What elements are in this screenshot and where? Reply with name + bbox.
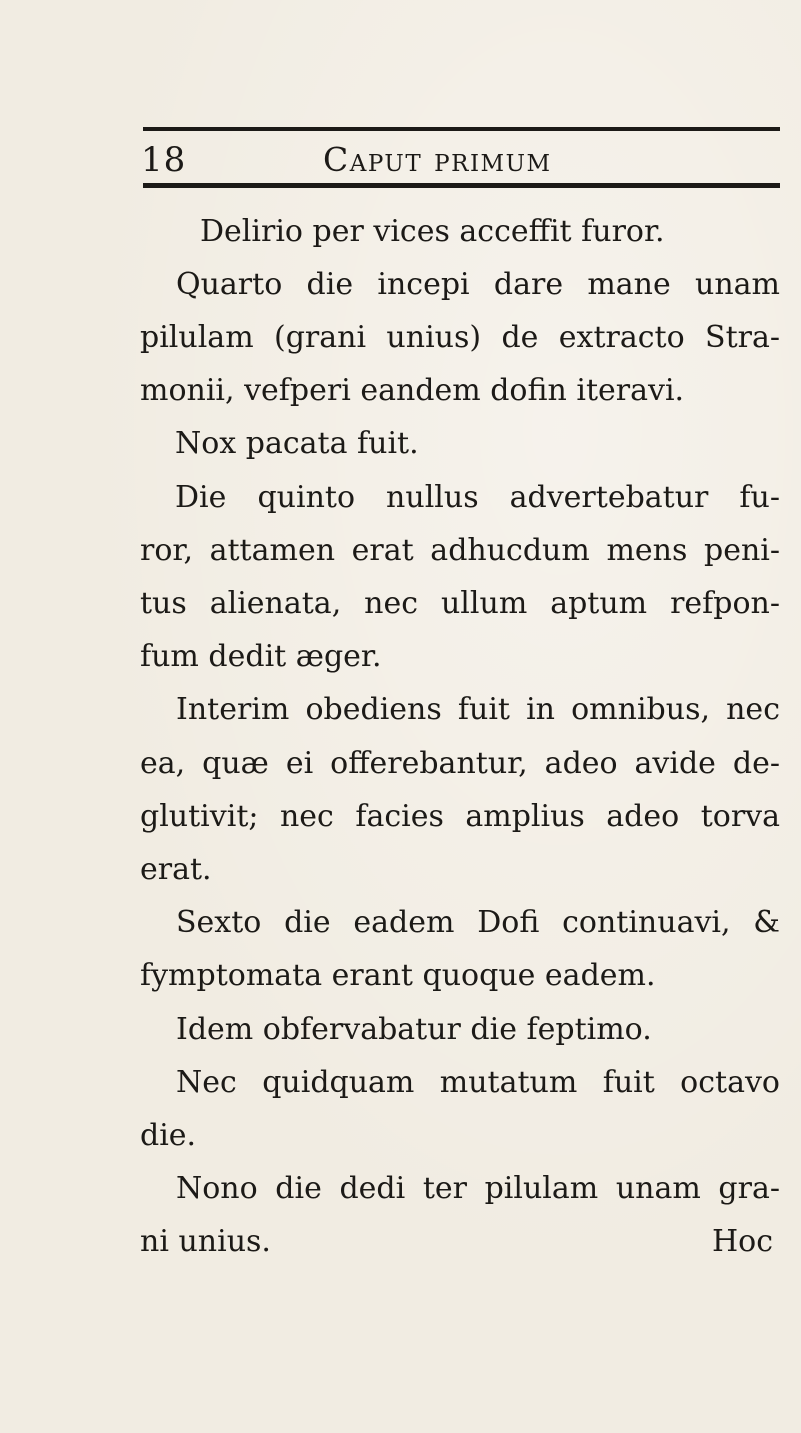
text-line: fum dedit æger. <box>140 639 382 674</box>
header-rule-bottom <box>143 183 780 188</box>
text-line: ea, quæ ei offerebantur, adeo avide de- <box>140 746 780 781</box>
text-line: Die quinto nullus advertebatur fu- <box>175 480 780 515</box>
catchword: Hoc <box>712 1224 774 1259</box>
text-line: glutivit; nec facies amplius adeo torva <box>140 799 780 834</box>
text-line: Sexto die eadem Dofi continuavi, & <box>176 905 780 940</box>
text-line: Interim obediens fuit in omnibus, nec <box>176 692 780 727</box>
text-line: tus alienata, nec ullum aptum refpon- <box>140 586 780 621</box>
text-line: monii, vefperi eandem dofin iteravi. <box>140 373 685 408</box>
running-head: Caput primum <box>323 140 552 179</box>
text-line: Nono die dedi ter pilulam unam gra- <box>176 1171 780 1206</box>
text-line: ni unius. <box>140 1224 271 1259</box>
text-line: Idem obfervabatur die feptimo. <box>176 1012 652 1047</box>
text-line: erat. <box>140 852 212 887</box>
text-line: Delirio per vices acceffit furor. <box>200 214 665 249</box>
text-line: Nox pacata fuit. <box>175 426 419 461</box>
header-rule-top <box>143 127 780 131</box>
text-line: fymptomata erant quoque eadem. <box>140 958 656 993</box>
text-line: ror, attamen erat adhucdum mens peni- <box>140 533 780 568</box>
text-line: die. <box>140 1118 197 1153</box>
text-line: Nec quidquam mutatum fuit octavo <box>176 1065 780 1100</box>
text-line: pilulam (grani unius) de extracto Stra- <box>140 320 780 355</box>
text-line: Quarto die incepi dare mane unam <box>176 267 780 302</box>
page-number: 18 <box>141 140 187 180</box>
